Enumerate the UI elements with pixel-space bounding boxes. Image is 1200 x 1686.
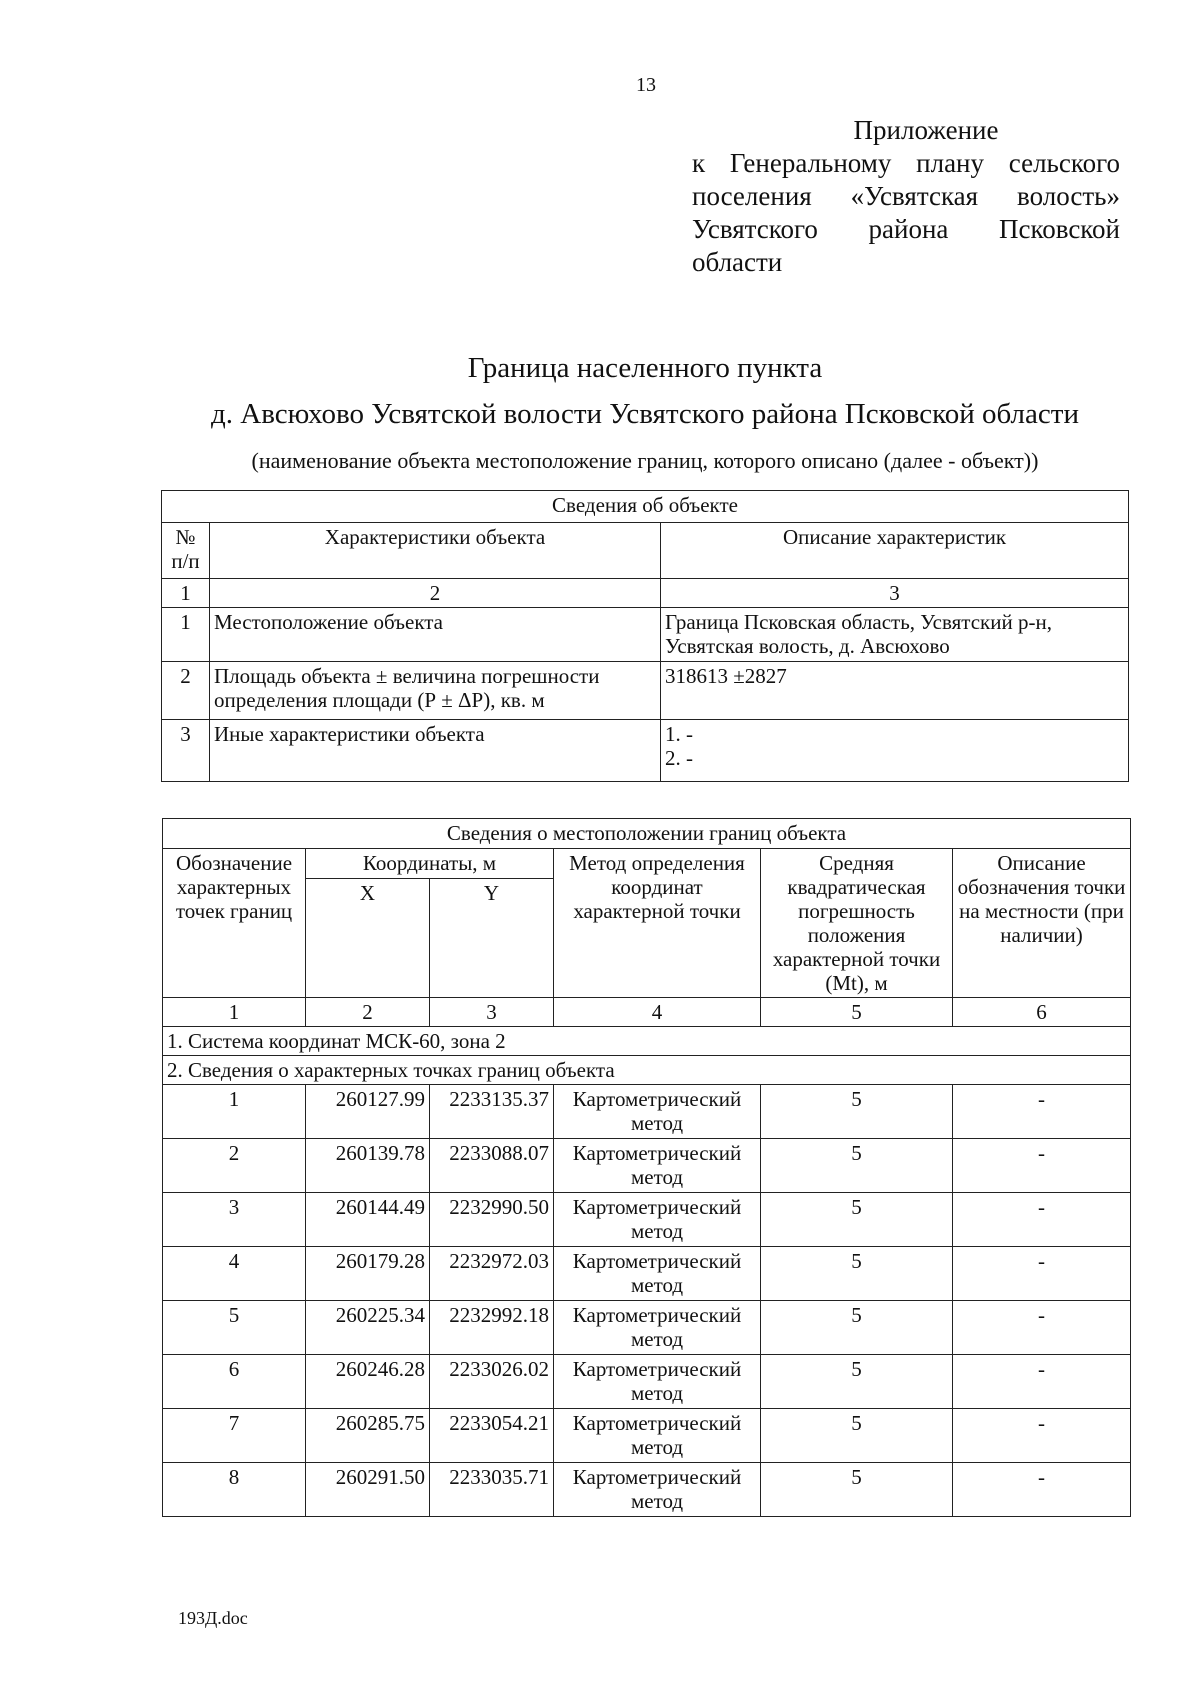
section-heading: 1. Система координат МСК-60, зона 2 xyxy=(163,1027,1131,1056)
error-cell: 5 xyxy=(761,1409,953,1463)
coordinate-x: 260285.75 xyxy=(306,1409,430,1463)
coordinate-y: 2233054.21 xyxy=(430,1409,554,1463)
appendix-heading: Приложение xyxy=(853,115,999,145)
error-cell: 5 xyxy=(761,1085,953,1139)
points-body xyxy=(163,1085,1131,1517)
point-id: 8 xyxy=(163,1463,306,1517)
table-row xyxy=(162,608,1129,662)
table-row xyxy=(163,1301,1131,1355)
coordinate-x: 260127.99 xyxy=(306,1085,430,1139)
row-number: 2 xyxy=(162,662,210,720)
appendix-block xyxy=(692,114,1120,279)
method-cell: Картометрический метод xyxy=(554,1139,761,1193)
error-cell: 5 xyxy=(761,1301,953,1355)
column-number: 4 xyxy=(554,998,761,1027)
coordinate-y: 2232990.50 xyxy=(430,1193,554,1247)
column-number: 2 xyxy=(306,998,430,1027)
method-cell: Картометрический метод xyxy=(554,1193,761,1247)
table-row xyxy=(163,1139,1131,1193)
coordinate-y: 2232972.03 xyxy=(430,1247,554,1301)
document-title: Граница населенного пункта xyxy=(467,352,823,384)
error-cell: 5 xyxy=(761,1193,953,1247)
page-number: 13 xyxy=(636,74,656,96)
coordinate-y: 2233135.37 xyxy=(430,1085,554,1139)
boundary-points-table xyxy=(162,818,1131,1517)
table-row xyxy=(163,1193,1131,1247)
coordinate-x: 260139.78 xyxy=(306,1139,430,1193)
point-id: 3 xyxy=(163,1193,306,1247)
column-header: Метод определения координат характерной точки xyxy=(554,849,761,998)
column-header: Координаты, м xyxy=(306,849,554,879)
description-cell: - xyxy=(953,1301,1131,1355)
characteristic-name: Иные характеристики объекта xyxy=(210,720,661,782)
column-header: Описание обозначения точки на местности (при наличии) xyxy=(953,849,1131,998)
method-cell: Картометрический метод xyxy=(554,1247,761,1301)
coordinate-y: 2233088.07 xyxy=(430,1139,554,1193)
characteristic-name: Местоположение объекта xyxy=(210,608,661,662)
description-cell: - xyxy=(953,1139,1131,1193)
method-cell: Картометрический метод xyxy=(554,1085,761,1139)
coordinate-y: 2232992.18 xyxy=(430,1301,554,1355)
characteristic-value: Граница Псковская область, Усвятский р-н, Усвятская волость, д. Авсюхово xyxy=(661,608,1129,662)
characteristic-value xyxy=(661,720,1129,782)
column-number: 2 xyxy=(210,579,661,608)
description-cell: - xyxy=(953,1463,1131,1517)
file-name: 193Д.doc xyxy=(178,1608,248,1628)
error-cell: 5 xyxy=(761,1355,953,1409)
description-cell: - xyxy=(953,1409,1131,1463)
row-number: 1 xyxy=(162,608,210,662)
column-header: № п/п xyxy=(162,523,210,579)
method-cell: Картометрический метод xyxy=(554,1301,761,1355)
column-header: Характеристики объекта xyxy=(210,523,661,579)
row-number: 3 xyxy=(162,720,210,782)
description-cell: - xyxy=(953,1193,1131,1247)
object-info-table xyxy=(161,490,1129,782)
point-id: 1 xyxy=(163,1085,306,1139)
coordinate-x: 260179.28 xyxy=(306,1247,430,1301)
coordinate-x: 260225.34 xyxy=(306,1301,430,1355)
column-number: 5 xyxy=(761,998,953,1027)
coordinate-x: 260144.49 xyxy=(306,1193,430,1247)
column-number: 1 xyxy=(163,998,306,1027)
column-number: 3 xyxy=(430,998,554,1027)
column-number: 6 xyxy=(953,998,1131,1027)
coordinate-y: 2233035.71 xyxy=(430,1463,554,1517)
column-header-x: X xyxy=(306,879,430,998)
coordinate-x: 260291.50 xyxy=(306,1463,430,1517)
table-caption: Сведения об объекте xyxy=(162,491,1129,523)
section-heading: 2. Сведения о характерных точках границ объекта xyxy=(163,1056,1131,1085)
point-id: 5 xyxy=(163,1301,306,1355)
error-cell: 5 xyxy=(761,1139,953,1193)
table-row xyxy=(162,720,1129,782)
table-caption: Сведения о местоположении границ объекта xyxy=(163,819,1131,849)
column-header: Средняя квадратическая погрешность положения характерной точки (Мt), м xyxy=(761,849,953,998)
document-subtitle-place: д. Авсюхово Усвятской волости Усвятского района Псковской области xyxy=(211,398,1079,430)
table-row xyxy=(162,662,1129,720)
method-cell: Картометрический метод xyxy=(554,1409,761,1463)
method-cell: Картометрический метод xyxy=(554,1355,761,1409)
description-cell: - xyxy=(953,1247,1131,1301)
coordinate-x: 260246.28 xyxy=(306,1355,430,1409)
table-row xyxy=(163,1355,1131,1409)
point-id: 2 xyxy=(163,1139,306,1193)
characteristic-value-line: 2. - xyxy=(665,746,693,770)
characteristic-name: Площадь объекта ± величина погрешности определения площади (Р ± ΔР), кв. м xyxy=(210,662,661,720)
error-cell: 5 xyxy=(761,1247,953,1301)
column-number: 3 xyxy=(661,579,1129,608)
table-row xyxy=(163,1247,1131,1301)
object-description-note: (наименование объекта местоположение границ, которого описано (далее - объект)) xyxy=(251,448,1039,473)
table-row xyxy=(163,1085,1131,1139)
characteristic-value: 318613 ±2827 xyxy=(661,662,1129,720)
column-number: 1 xyxy=(162,579,210,608)
table-row xyxy=(163,1409,1131,1463)
method-cell: Картометрический метод xyxy=(554,1463,761,1517)
description-cell: - xyxy=(953,1355,1131,1409)
column-header-y: Y xyxy=(430,879,554,998)
table-row xyxy=(163,1463,1131,1517)
point-id: 6 xyxy=(163,1355,306,1409)
coordinate-y: 2233026.02 xyxy=(430,1355,554,1409)
point-id: 4 xyxy=(163,1247,306,1301)
column-header: Описание характеристик xyxy=(661,523,1129,579)
point-id: 7 xyxy=(163,1409,306,1463)
appendix-text: к Генеральному плану сельского поселения «Усвятская волость» Усвятского района Псковской области xyxy=(692,148,1120,277)
column-header: Обозначение характерных точек границ xyxy=(163,849,306,998)
characteristic-value-line: 1. - xyxy=(665,722,693,746)
description-cell: - xyxy=(953,1085,1131,1139)
error-cell: 5 xyxy=(761,1463,953,1517)
